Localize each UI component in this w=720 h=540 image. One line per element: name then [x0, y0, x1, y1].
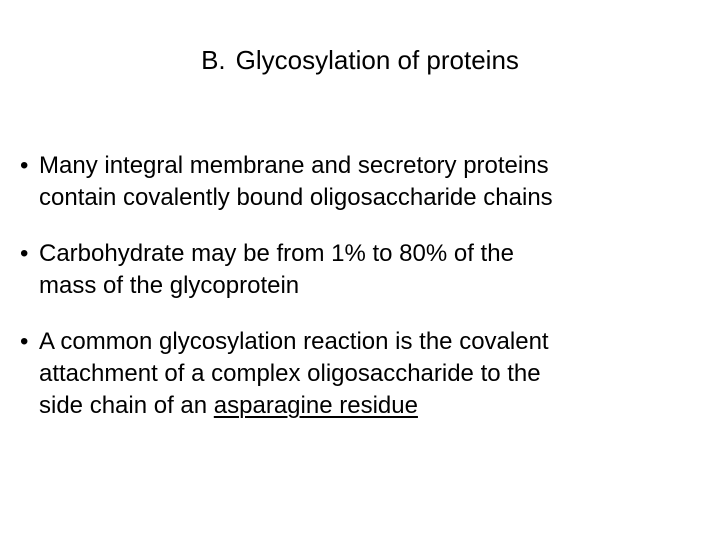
title-section-number: B. [201, 45, 226, 75]
underlined-term: asparagine residue [213, 392, 418, 419]
bullet-point-icon: • [20, 240, 29, 267]
bullet-point-icon: • [20, 152, 29, 179]
bullet-line-text: side chain of an [39, 392, 214, 419]
bullet-item [20, 150, 700, 214]
bullet-item [20, 326, 700, 422]
bullet-line-with-emphasis [39, 390, 700, 422]
bullet-line: A common glycosylation reaction is the covalent [39, 328, 549, 355]
bullet-list [20, 150, 700, 446]
slide-title [0, 43, 720, 77]
bullet-line: mass of the glycoprotein [39, 272, 300, 299]
bullet-point-icon: • [20, 328, 29, 355]
bullet-item [20, 238, 700, 302]
bullet-line: attachment of a complex oligosaccharide to the [39, 360, 541, 387]
bullet-line: Many integral membrane and secretory proteins [39, 152, 549, 179]
bullet-line: contain covalently bound oligosaccharide chains [39, 184, 553, 211]
bullet-line: Carbohydrate may be from 1% to 80% of the [39, 240, 514, 267]
title-text: Glycosylation of proteins [235, 45, 519, 75]
